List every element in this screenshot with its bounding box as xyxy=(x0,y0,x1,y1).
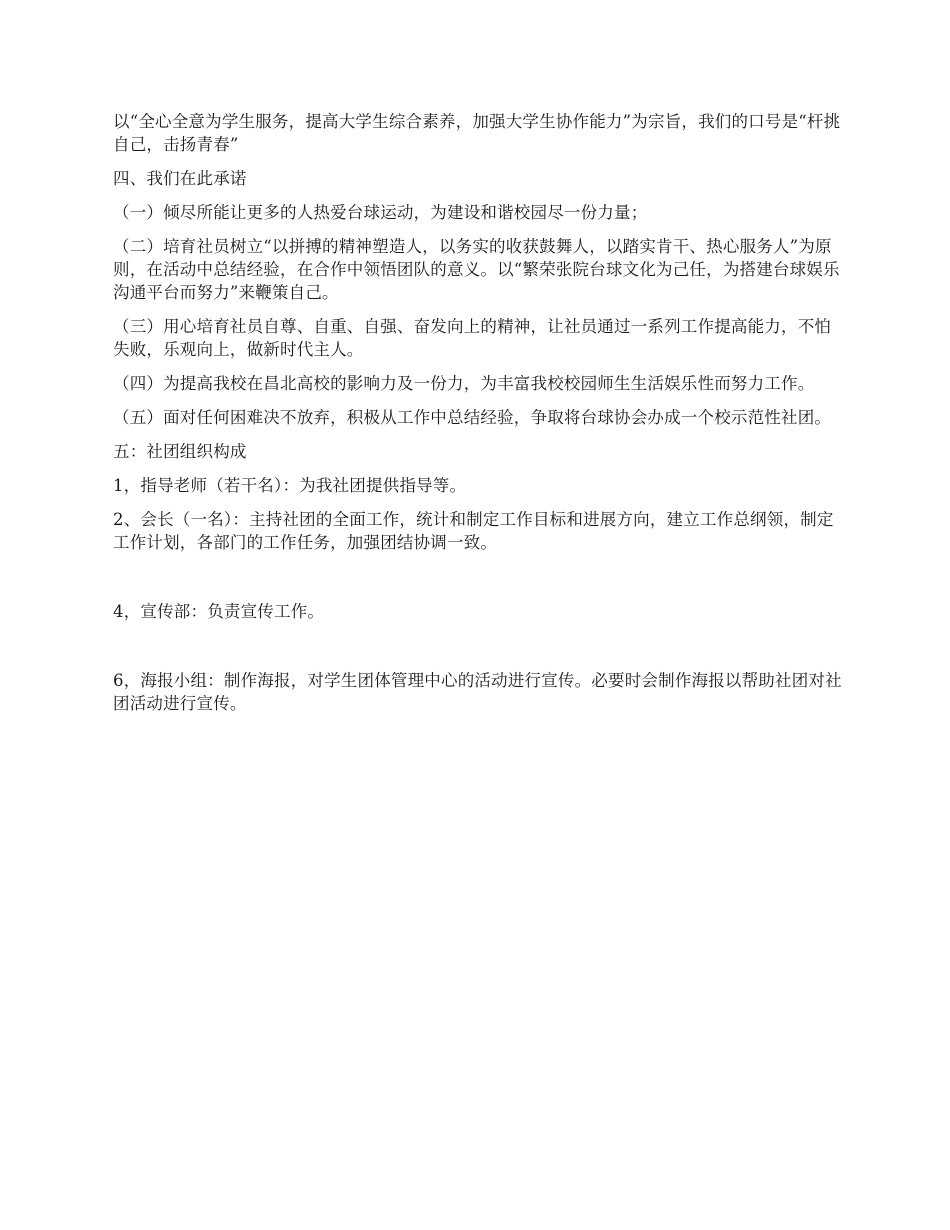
commitment-item-3: （三）用心培育社员自尊、自重、自强、奋发向上的精神，让社员通过一系列工作提高能力，不怕失败，乐观向上，做新时代主人。 xyxy=(113,317,832,359)
heading-organization: 五：社团组织构成 xyxy=(113,442,247,461)
commitment-item-4: （四）为提高我校在昌北高校的影响力及一份力，为丰富我校校园师生生活娱乐性而努力工作。 xyxy=(113,374,815,393)
blank-gap xyxy=(113,634,843,669)
blank-gap xyxy=(113,565,843,600)
org-item-poster-group: 6，海报小组：制作海报，对学生团体管理中心的活动进行宣传。必要时会制作海报以帮助社团对社团活动进行宣传。 xyxy=(113,671,842,713)
commitment-item-5: （五）面对任何困难决不放弃，积极从工作中总结经验，争取将台球协会办成一个校示范性社团。 xyxy=(113,408,832,427)
org-item-president: 2、会长（一名）：主持社团的全面工作，统计和制定工作目标和进展方向，建立工作总纲领，制定工作计划，各部门的工作任务，加强团结协调一致。 xyxy=(113,510,834,552)
paragraph-purpose: 以“全心全意为学生服务，提高大学生综合素养，加强大学生协作能力”为宗旨，我们的口号是“杆挑自己，击扬青春” xyxy=(113,112,841,154)
org-item-publicity: 4，宣传部：负责宣传工作。 xyxy=(113,602,325,621)
heading-commitment: 四、我们在此承诺 xyxy=(113,169,247,188)
commitment-item-2: （二）培育社员树立“以拼搏的精神塑造人，以务实的收获鼓舞人，以踏实肯干、热心服务人”为原则，在活动中总结经验，在合作中领悟团队的意义。以“繁荣张院台球文化为己任，为搭建台球娱乐沟通平台而努力”来鞭策自己。 xyxy=(113,237,840,302)
document-body xyxy=(113,110,843,726)
org-item-advisor: 1，指导老师（若干名）：为我社团提供指导等。 xyxy=(113,476,467,495)
commitment-item-1: （一）倾尽所能让更多的人热爱台球运动，为建设和谐校园尽一份力量； xyxy=(113,203,648,222)
